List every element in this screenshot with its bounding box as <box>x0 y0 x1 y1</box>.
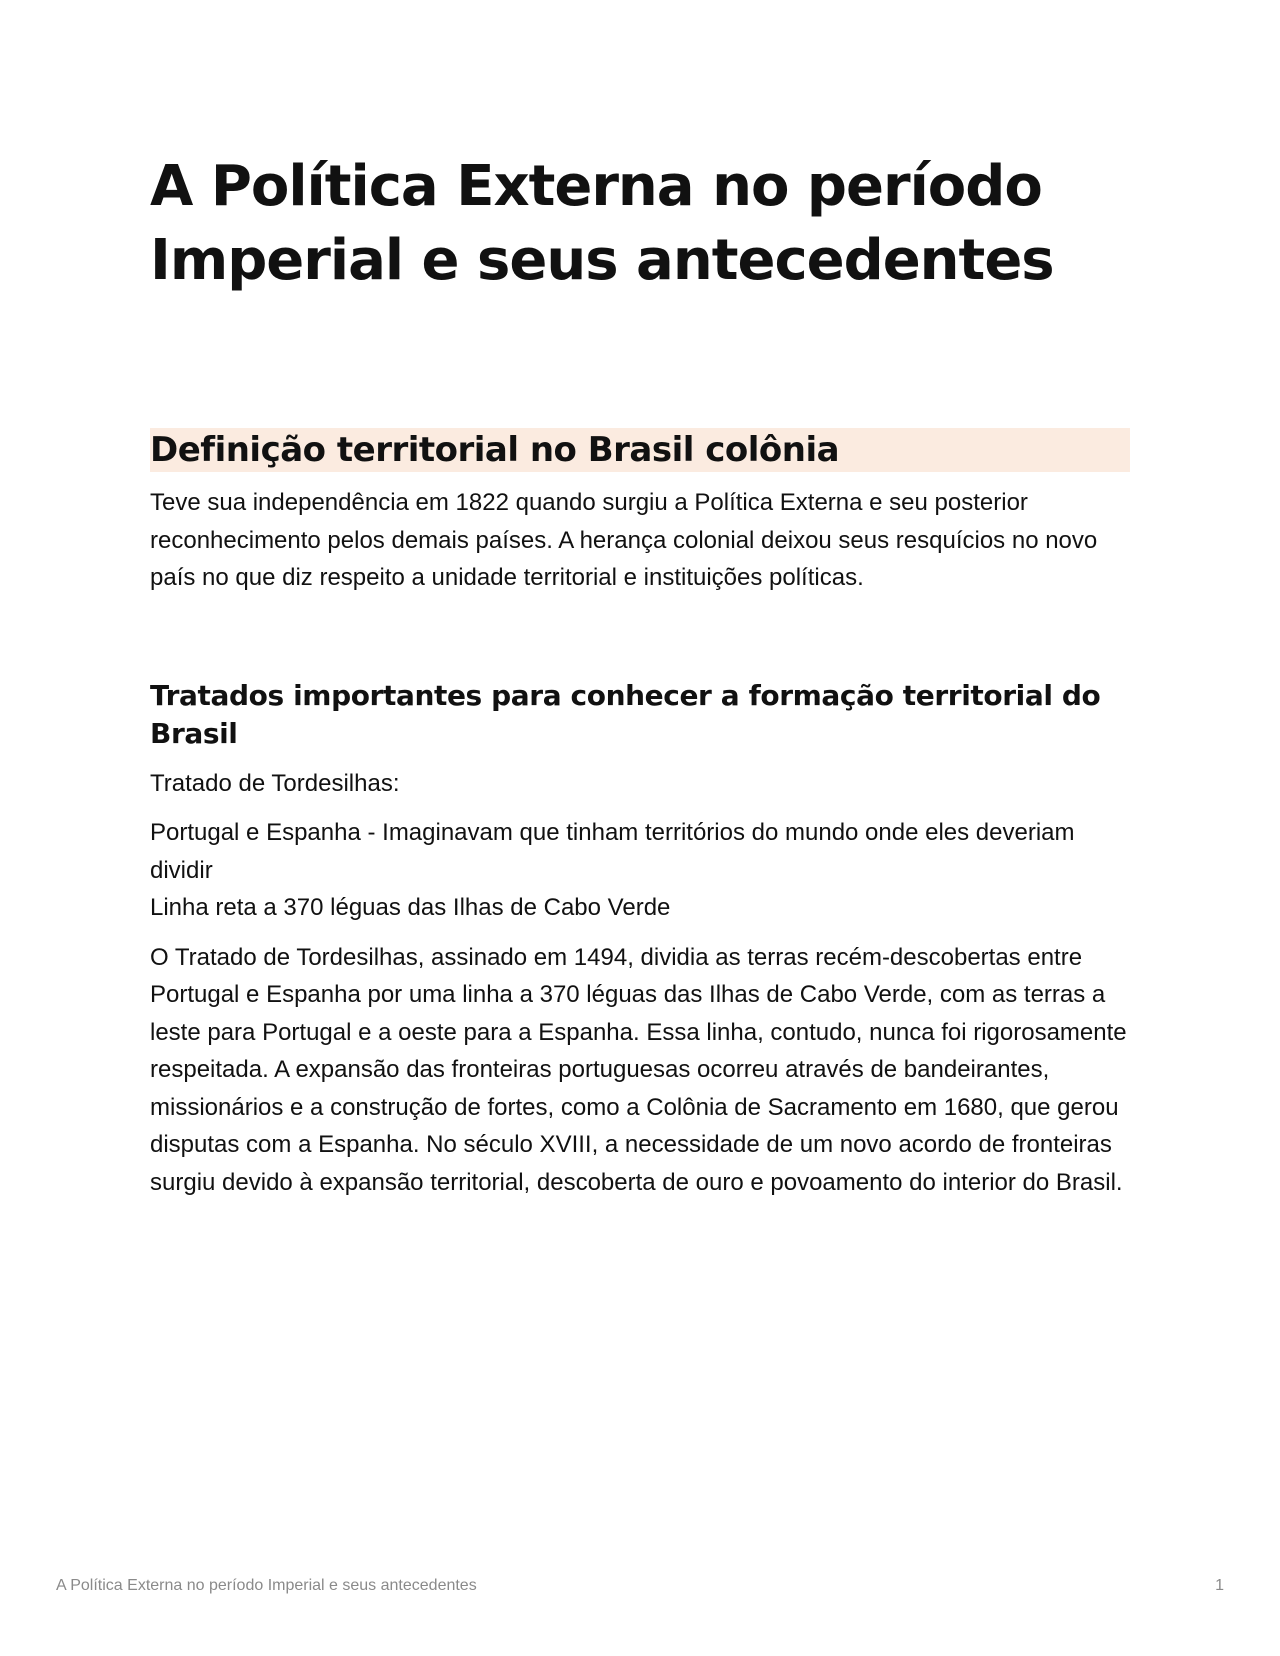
section-paragraph: Teve sua independência em 1822 quando surgiu a Política Externa e seu posterior reconhecimento pelos demais países. A herança colonial deixou seus resquícios no novo país no que diz respeito a unidade territorial e instituições políticas. <box>150 489 1098 591</box>
treaty-notes <box>150 814 1130 927</box>
section-definicao-territorial <box>150 428 1130 597</box>
footer-page-number: 1 <box>1215 1577 1224 1594</box>
document-page <box>150 150 1130 1201</box>
treaty-label: Tratado de Tordesilhas: <box>150 769 400 797</box>
treaty-note-line: Portugal e Espanha - Imaginavam que tinham territórios do mundo onde eles deveriam dividir <box>150 819 1075 884</box>
treaty-note-line: Linha reta a 370 léguas das Ilhas de Cabo Verde <box>150 894 671 921</box>
section-tratados <box>150 677 1130 1202</box>
footer-title: A Política Externa no período Imperial e seus antecedentes <box>56 1577 477 1594</box>
document-title: A Política Externa no período Imperial e seus antecedentes <box>150 154 1054 293</box>
treaty-paragraph: O Tratado de Tordesilhas, assinado em 1494, dividia as terras recém-descobertas entre Portugal e Espanha por uma linha a 370 léguas das Ilhas de Cabo Verde, com as terras a leste para Portugal e a oeste para a Espanha. Essa linha, contudo, nunca foi rigorosamente respeitada. A expansão das fronteiras portuguesas ocorreu através de bandeirantes, missionários e a construção de fortes, como a Colônia de Sacramento em 1680, que gerou disputas com a Espanha. No século XVIII, a necessidade de um novo acordo de fronteiras surgiu devido à expansão territorial, descoberta de ouro e povoamento do interior do Brasil. <box>150 943 1127 1196</box>
page-footer <box>56 1577 1224 1595</box>
section-heading: Tratados importantes para conhecer a formação territorial do Brasil <box>150 678 1101 750</box>
section-heading-highlighted: Definição territorial no Brasil colônia <box>150 428 1130 472</box>
